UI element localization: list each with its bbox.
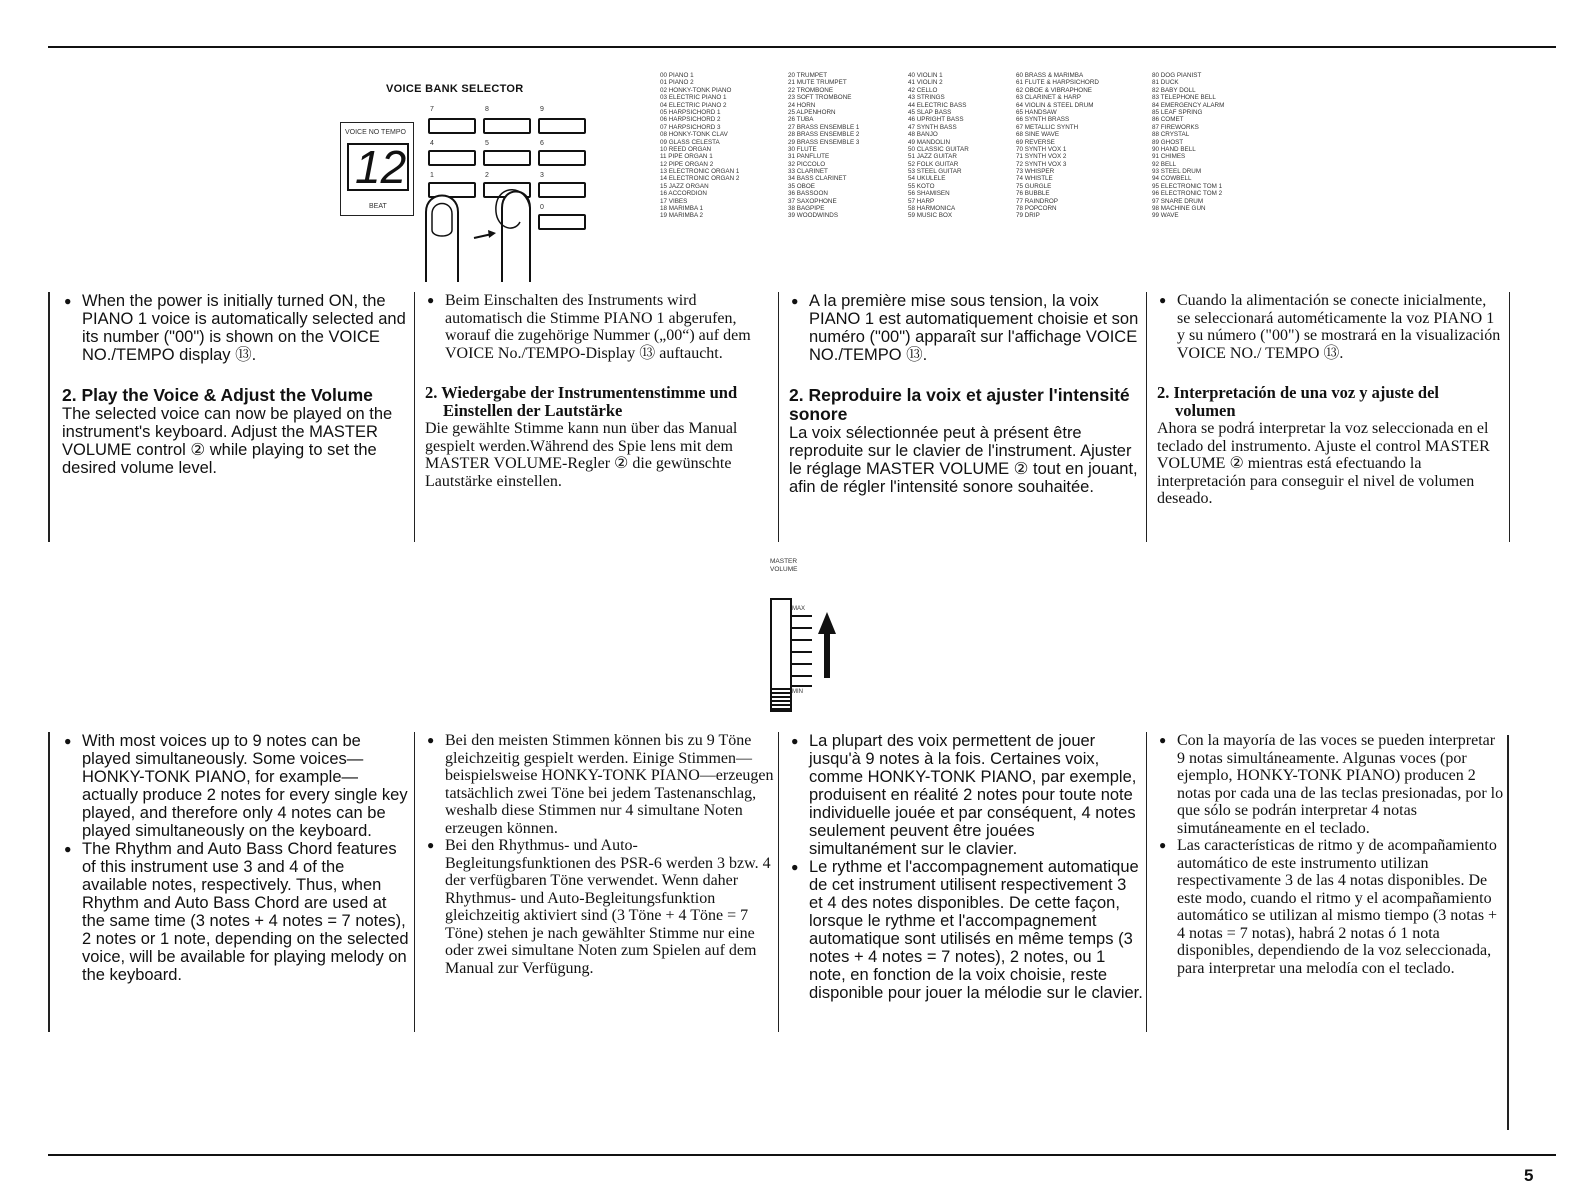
voice-list-item: 74 WHISTLE: [1016, 175, 1053, 183]
voice-list-column-2: [788, 72, 859, 220]
voice-list-item: 99 WAVE: [1152, 212, 1179, 220]
voice-list-item: 60 BRASS & MARIMBA: [1016, 72, 1084, 79]
button-label: 2: [485, 172, 489, 179]
column-rule: [48, 292, 50, 542]
voice-list-item: 91 CHIMES: [1152, 153, 1186, 161]
voice-list-item: 72 SYNTH VOX 3: [1016, 160, 1067, 168]
top-column-de: [414, 292, 776, 542]
voice-list-item: 00 PIANO 1: [660, 72, 694, 79]
body-paragraph: La voix sélectionnée peut à présent être reproduite sur le clavier de l'instrument. Ajuster le réglage MASTER VOLUME ② tout en jouant, afin de régler l'intensité sonore souhaitée.: [789, 424, 1138, 496]
voice-list-item: 45 SLAP BASS: [908, 108, 952, 116]
bullet-paragraph: ● Con la mayoría de las voces se pueden interpretar 9 notas simultáneamente. Algunas voces (por ejemplo, HONKY-TONK PIANO) producen 2 notas por cada una de las teclas presionadas, por lo que sólo se podrán interpretar 4 notas simutáneamente en el teclado.: [1157, 732, 1506, 837]
button-label: 9: [540, 106, 544, 113]
voice-list-item: 17 VIBES: [660, 197, 688, 205]
voice-list-item: 64 VIOLIN & STEEL DRUM: [1016, 101, 1094, 109]
voice-list-item: 15 JAZZ ORGAN: [660, 182, 709, 190]
column-rule: [48, 732, 50, 1032]
voice-list-item: 93 STEEL DRUM: [1152, 168, 1202, 176]
voice-list-item: 32 PICCOLO: [788, 160, 826, 168]
voice-list-item: 28 BRASS ENSEMBLE 2: [788, 131, 860, 139]
voice-list-item: 01 PIANO 2: [660, 79, 694, 87]
voice-list-item: 98 MACHINE GUN: [1152, 205, 1206, 213]
voice-button-6[interactable]: [538, 150, 586, 166]
voice-list-item: 80 DOG PIANIST: [1152, 72, 1202, 79]
section-heading: 2. Interpretación de una voz y ajuste del volumen: [1157, 383, 1440, 420]
voice-list-item: 41 VIOLIN 2: [908, 79, 943, 87]
voice-list-item: 57 HARP: [908, 197, 935, 205]
voice-list-item: 97 SNARE DRUM: [1152, 197, 1204, 205]
bottom-column-de: [414, 732, 776, 1032]
voice-list-item: 25 ALPENHORN: [788, 108, 836, 116]
button-label: 1: [430, 172, 434, 179]
voice-list-item: 78 POPCORN: [1016, 205, 1057, 213]
voice-bank-title: VOICE BANK SELECTOR: [386, 83, 524, 95]
voice-list-item: 62 OBOE & VIBRAPHONE: [1016, 86, 1092, 94]
top-column-en: [48, 292, 412, 542]
section-heading: 2. Reproduire la voix et ajuster l'intensité sonore: [789, 385, 1130, 424]
voice-list-item: 09 GLASS CELESTA: [660, 138, 720, 146]
voice-list-item: 70 SYNTH VOX 1: [1016, 145, 1067, 153]
voice-list-item: 14 ELECTRONIC ORGAN 2: [660, 175, 740, 183]
voice-list-item: 95 ELECTRONIC TOM 1: [1152, 182, 1223, 190]
voice-list-item: 69 REVERSE: [1016, 138, 1055, 146]
voice-list-column-1: [660, 72, 739, 220]
voice-list-item: 55 KOTO: [908, 182, 935, 190]
bullet-paragraph: ● Bei den meisten Stimmen können bis zu 9 Töne gleichzeitig gespielt werden. Einige Stimmen—beispielsweise HONKY-TONK PIANO—erzeugen tatsächlich zwei Töne bei jedem Tastenanschlag, weshalb diese Stimmen nur 4 simultane Noten erzeugen können.: [425, 732, 776, 837]
body-paragraph: Ahora se podrá interpretar la voz seleccionada en el teclado del instrumento. Ajuste el control MASTER VOLUME ② mientras está efectuando la interpretación para conseguir el nivel de volumen deseado.: [1157, 420, 1490, 507]
voice-list-item: 07 HARPSICHORD 3: [660, 123, 721, 131]
finger-press-illustration: [418, 178, 538, 284]
volume-slider-fill: [772, 688, 790, 710]
voice-list-item: 96 ELECTRONIC TOM 2: [1152, 190, 1223, 198]
voice-list-item: 83 TELEPHONE BELL: [1152, 94, 1216, 102]
voice-list-item: 24 HORN: [788, 101, 816, 109]
voice-button-0[interactable]: [538, 214, 586, 230]
voice-list-item: 43 STRINGS: [908, 94, 945, 102]
voice-list-item: 23 SOFT TROMBONE: [788, 94, 852, 102]
button-label: 4: [430, 140, 434, 147]
display-top-label: VOICE NO TEMPO: [345, 129, 406, 136]
voice-list-item: 47 SYNTH BASS: [908, 123, 957, 131]
voice-list-item: 36 BASSOON: [788, 190, 828, 198]
button-label: 3: [540, 172, 544, 179]
voice-list-item: 56 SHAMISEN: [908, 190, 950, 198]
voice-list-item: 40 VIOLIN 1: [908, 72, 943, 79]
button-label: 6: [540, 140, 544, 147]
voice-list-item: 92 BELL: [1152, 160, 1177, 168]
bullet-paragraph: ● The Rhythm and Auto Bass Chord features of this instrument use 3 and 4 of the available notes, respectively. Thus, when Rhythm and Auto Bass Chord are used at the same time (3 notes + 4 notes = 7 notes), 2 notes or 1 note, depending on the selected voice, will be available for playing melody on the keyboard.: [62, 840, 412, 984]
top-rule: [48, 46, 1556, 48]
bottom-column-en: [48, 732, 412, 1032]
voice-list-item: 50 CLASSIC GUITAR: [908, 145, 969, 153]
voice-list-item: 66 SYNTH BRASS: [1016, 116, 1070, 124]
display-screen: [347, 143, 409, 191]
voice-list-item: 85 LEAF SPRING: [1152, 108, 1203, 116]
voice-list-item: 76 BUBBLE: [1016, 190, 1050, 198]
voice-list-item: 86 COMET: [1152, 116, 1184, 124]
voice-list-item: 27 BRASS ENSEMBLE 1: [788, 123, 860, 131]
voice-list-item: 12 PIPE ORGAN 2: [660, 160, 714, 168]
max-label: MAX: [792, 606, 806, 612]
voice-list-item: 20 TRUMPET: [788, 72, 828, 79]
voice-list-item: 39 WOODWINDS: [788, 212, 839, 220]
volume-up-arrow-icon: [818, 612, 836, 678]
bullet-paragraph: ● A la première mise sous tension, la voix PIANO 1 est automatiquement choisie et son numéro ("00") apparaît sur l'affichage VOICE NO./TEMPO ⑬.: [789, 292, 1144, 364]
voice-list-item: 46 UPRIGHT BASS: [908, 116, 964, 124]
volume-slider-track[interactable]: [770, 598, 792, 712]
voice-list-item: 35 OBOE: [788, 182, 815, 190]
voice-list-item: 30 FLUTE: [788, 145, 817, 153]
button-label: 0: [540, 204, 544, 211]
voice-button-4[interactable]: [428, 150, 476, 166]
voice-list-item: 71 SYNTH VOX 2: [1016, 153, 1067, 161]
voice-button-3[interactable]: [538, 182, 586, 198]
voice-list-item: 26 TUBA: [788, 116, 814, 124]
bottom-rule: [48, 1154, 1556, 1156]
voice-list-item: 10 REED ORGAN: [660, 145, 712, 153]
voice-list-item: 65 HANDSAW: [1016, 108, 1057, 116]
body-paragraph: The selected voice can now be played on the instrument's keyboard. Adjust the MASTER VOLUME control ② while playing to set the desired volume level.: [62, 405, 393, 477]
voice-list-item: 67 METALLIC SYNTH: [1016, 123, 1079, 131]
voice-list-item: 68 SINE WAVE: [1016, 131, 1060, 139]
voice-list-item: 79 DRIP: [1016, 212, 1040, 220]
voice-list-item: 03 ELECTRIC PIANO 1: [660, 94, 727, 102]
voice-button-9[interactable]: [538, 118, 586, 134]
voice-list-item: 84 EMERGENCY ALARM: [1152, 101, 1225, 109]
voice-list-column-3: [908, 72, 969, 220]
voice-list-item: 06 HARPSICHORD 2: [660, 116, 721, 124]
voice-list-item: 37 SAXOPHONE: [788, 197, 837, 205]
button-label: 8: [485, 106, 489, 113]
voice-list-column-5: [1152, 72, 1224, 220]
master-volume-label: MASTER VOLUME: [770, 558, 798, 573]
bullet-paragraph: ● When the power is initially turned ON, the PIANO 1 voice is automatically selected and its number ("00") is shown on the VOICE NO./TEMPO display ⑬.: [62, 292, 412, 364]
voice-list-item: 19 MARIMBA 2: [660, 212, 704, 220]
bullet-paragraph: ● Bei den Rhythmus- und Auto-Begleitungsfunktionen des PSR-6 werden 3 bzw. 4 der verfügbaren Töne verwendet. Wenn daher Rhythmus- und Auto-Begleitungsfunktion gleichzeitig aktiviert sind (3 Töne + 4 Töne = 7 Töne) stehen je nach gewählter Stimme nur eine oder zwei simultane Noten zum Spielen auf dem Manual zur Verfügung.: [425, 837, 776, 977]
voice-list-item: 94 COWBELL: [1152, 175, 1192, 183]
voice-list-item: 54 UKULELE: [908, 175, 946, 183]
bullet-paragraph: ● Le rythme et l'accompagnement automatique de cet instrument utilisent respectivement 3 et 4 des notes disponibles. De cette façon, lorsque le rythme et l'accompagnement automatique sont utilisés en même temps (3 notes + 4 notes = 7 notes), 2 notes, ou 1 note, en fonction de la voix choisie, reste disponible pour jouer la mélodie sur le clavier.: [789, 858, 1144, 1002]
voice-list-item: 48 BANJO: [908, 131, 938, 139]
voice-list-item: 49 MANDOLIN: [908, 138, 950, 146]
display-bottom-label: BEAT: [369, 203, 387, 210]
voice-list-item: 53 STEEL GUITAR: [908, 168, 962, 176]
bullet-paragraph: ● Cuando la alimentación se conecte inicialmente, se seleccionará autométicamente la voz PIANO 1 y su número ("00") se mostrará en la visualización VOICE NO./ TEMPO ⑬.: [1157, 292, 1503, 362]
voice-list-item: 38 BAGPIPE: [788, 205, 825, 213]
voice-display: [340, 122, 414, 216]
voice-list-item: 89 GHOST: [1152, 138, 1184, 146]
button-label: 7: [430, 106, 434, 113]
button-label: 5: [485, 140, 489, 147]
voice-list-item: 11 PIPE ORGAN 1: [660, 153, 713, 161]
voice-list-item: 61 FLUTE & HARPSICHORD: [1016, 79, 1099, 87]
voice-list-item: 90 HAND BELL: [1152, 145, 1196, 153]
voice-list-item: 13 ELECTRONIC ORGAN 1: [660, 168, 740, 176]
top-column-fr: [778, 292, 1144, 542]
voice-list-item: 33 CLARINET: [788, 168, 828, 176]
voice-list-item: 42 CELLO: [908, 86, 938, 94]
voice-list-item: 08 HONKY-TONK CLAV: [660, 131, 728, 139]
bottom-column-fr: [778, 732, 1144, 1032]
section-heading: 2. Play the Voice & Adjust the Volume: [62, 385, 373, 405]
voice-list-column-4: [1016, 72, 1099, 220]
voice-list-item: 51 JAZZ GUITAR: [908, 153, 957, 161]
bullet-paragraph: ● Beim Einschalten des Instruments wird automatisch die Stimme PIANO 1 abgerufen, worauf die zugehörige Nummer („00“) auf dem VOICE No./TEMPO-Display ⑬ auftaucht.: [425, 292, 776, 362]
voice-list-item: 59 MUSIC BOX: [908, 212, 953, 220]
voice-list-item: 58 HARMONICA: [908, 205, 956, 213]
voice-list-item: 34 BASS CLARINET: [788, 175, 847, 183]
voice-button-8[interactable]: [483, 118, 531, 134]
voice-list-item: 29 BRASS ENSEMBLE 3: [788, 138, 860, 146]
display-value: 12: [355, 141, 407, 193]
bullet-paragraph: ● With most voices up to 9 notes can be played simultaneously. Some voices—HONKY-TONK PIANO, for example—actually produce 2 notes for every single key played, and therefore only 4 notes can be played simultaneously on the keyboard.: [62, 732, 412, 840]
bullet-paragraph: ● La plupart des voix permettent de jouer jusqu'à 9 notes à la fois. Certaines voix, comme HONKY-TONK PIANO, par exemple, produisent en réalité 2 notes pour toute note individuelle jouée et par conséquent, 4 notes seulement peuvent être jouées simultanément sur le clavier.: [789, 732, 1144, 858]
voice-list-item: 02 HONKY-TONK PIANO: [660, 86, 732, 94]
voice-list-item: 05 HARPSICHORD 1: [660, 108, 721, 116]
voice-list-item: 04 ELECTRIC PIANO 2: [660, 101, 727, 109]
voice-list-item: 31 PANFLUTE: [788, 153, 830, 161]
voice-list-item: 75 GURGLE: [1016, 182, 1052, 190]
min-label: MIN: [792, 689, 803, 695]
page-number: 5: [1524, 1166, 1534, 1185]
voice-list-item: 63 CLARINET & HARP: [1016, 94, 1081, 102]
voice-list-item: 21 MUTE TRUMPET: [788, 79, 847, 87]
voice-button-5[interactable]: [483, 150, 531, 166]
voice-list-item: 88 CRYSTAL: [1152, 131, 1190, 139]
right-margin-rule: [1507, 735, 1509, 1130]
voice-list-item: 52 FOLK GUITAR: [908, 160, 959, 168]
voice-button-7[interactable]: [428, 118, 476, 134]
top-column-es: [1146, 292, 1510, 542]
voice-list-item: 77 RAINDROP: [1016, 197, 1058, 205]
bullet-paragraph: ● Las características de ritmo y de acompañamiento automático de este instrumento utilizan respectivamente 3 de las 4 notas disponibles. De este modo, cuando el ritmo y el acompañamiento automático se utilizan al mismo tiempo (3 notas + 4 notas = 7 notas), habrá 2 notas ó 1 nota disponibles, dependiendo de la voz seleccionada, para interpretar una melodía con el teclado.: [1157, 837, 1506, 977]
bottom-column-es: [1146, 732, 1506, 1032]
voice-list-item: 82 BABY DOLL: [1152, 86, 1196, 94]
body-paragraph: Die gewählte Stimme kann nun über das Manual gespielt werden.Während des Spie lens mit dem MASTER VOLUME-Regler ② die gewünschte Lautstärke einstellen.: [425, 420, 738, 490]
voice-list-item: 18 MARIMBA 1: [660, 205, 704, 213]
section-heading: 2. Wiedergabe der Instrumentenstimme und Einstellen der Lautstärke: [425, 383, 738, 420]
voice-list-item: 44 ELECTRIC BASS: [908, 101, 967, 109]
voice-list-item: 87 FIREWORKS: [1152, 123, 1199, 131]
voice-list-item: 81 DUCK: [1152, 79, 1179, 87]
voice-list-item: 73 WHISPER: [1016, 168, 1055, 176]
voice-list-item: 22 TROMBONE: [788, 86, 834, 94]
voice-list-item: 16 ACCORDION: [660, 190, 707, 198]
